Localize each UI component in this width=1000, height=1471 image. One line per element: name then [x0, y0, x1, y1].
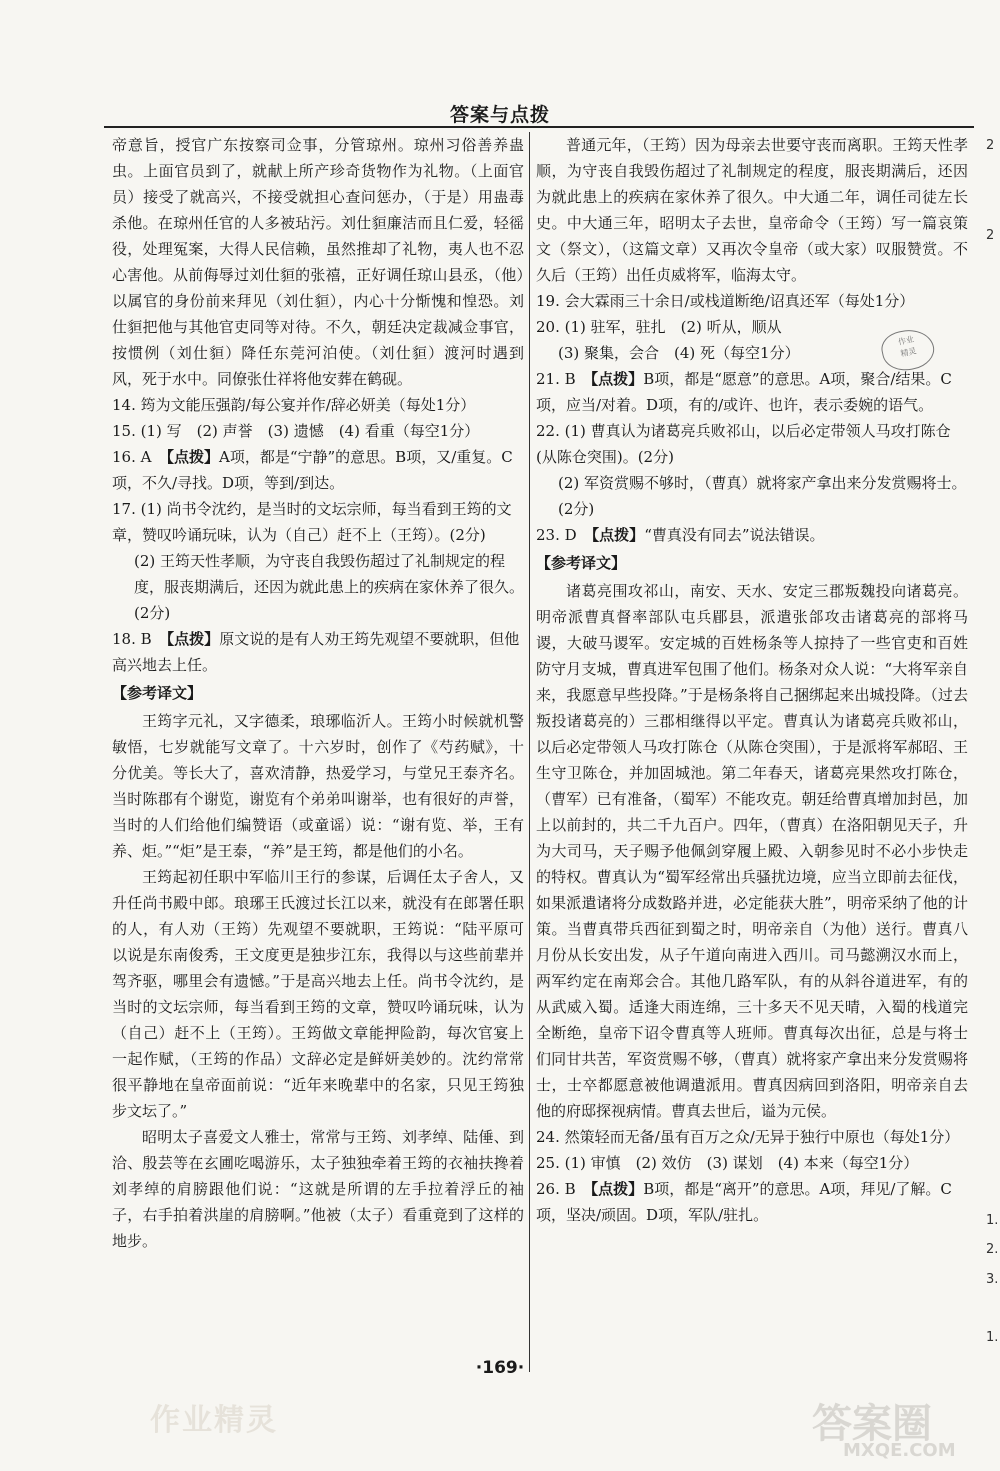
edge-mark: 2 [986, 138, 995, 153]
answer-26: 26. B 【点拨】B项，都是“离开”的意思。A项，拜见/了解。C项，坚决/顽固。D项，军队/驻扎。 [536, 1180, 952, 1224]
tip-tag: 【点拨】 [166, 448, 219, 466]
edge-mark: 2 [986, 228, 995, 243]
tip-tag: 【点拨】 [590, 1180, 644, 1198]
edge-mark: 2. [986, 1242, 999, 1257]
answer-19: 19. 会大霖雨三十余日/或栈道断绝/诏真还军（每处1分） [536, 292, 915, 310]
answer-17: 17. (1) 尚书令沈约，是当时的文坛宗师，每当看到王筠的文章，赞叹吟诵玩味，认为（自己）赶不上（王筠）。(2分) [112, 500, 512, 544]
stamp-mark: 作业 精灵 [878, 325, 937, 375]
column-divider [529, 132, 530, 1372]
answer-22: 22. (1) 曹真认为诸葛亮兵败祁山，以后必定带领人马攻打陈仓(从陈仓突围)。(2分) [536, 422, 951, 466]
page-number: ·169· [475, 1358, 525, 1378]
answer-16: 16. A 【点拨】A项，都是“宁静”的意思。B项，又/重复。C项，不久/寻找。D项，等到/到达。 [112, 448, 513, 492]
translation-paragraph: 诸葛亮围攻祁山，南安、天水、安定三郡叛魏投向诸葛亮。明帝派曹真督率部队屯兵郿县，派遣张郃攻击诸葛亮的部将马谡，大破马谡军。安定城的百姓杨条等人掠持了一些官吏和百姓防守月支城，曹真进军包围了他们。杨条对众人说：“大将军亲自来，我愿意早些投降。”于是杨条将自己捆绑起来出城投降。（过去叛投诸葛亮的）三郡相继得以平定。曹真认为诸葛亮兵败祁山，以后必定带领人马攻打陈仓（从陈仓突围），于是派将军郝昭、王生守卫陈仓，并加固城池。第二年春天，诸葛亮果然攻打陈仓，（曹军）已有准备，（蜀军）不能攻克。朝廷给曹真增加封邑，加上以前封的，共二千九百户。四年，（曹真）在洛阳朝见天子，升为大司马，天子赐予他佩剑穿履上殿、入朝参见时不必小步快走的特权。曹真认为“蜀军经常出兵骚扰边境，应当立即前去征伐，如果派遣诸将分成数路并进，必定能获大胜”，明帝采纳了他的计策。当曹真带兵西征到蜀之时，明帝亲自（为他）送行。曹真八月份从长安出发，从子午道向南进入西川。司马懿溯汉水而上，两军约定在南郑会合。其他几路军队，有的从斜谷道进军，有的从武威入蜀。适逢大雨连绵，三十多天不见天晴，入蜀的栈道完全断绝，皇帝下诏令曹真等人班师。曹真每次出征，总是与将士们同甘共苦，军资赏赐不够，（曹真）就将家产拿出来分发赏赐将士，士卒都愿意被他调遣派用。曹真因病回到洛阳，明帝亲自去他的府邸探视病情。曹真去世后，谥为元侯。 [536, 582, 968, 1120]
left-column [112, 132, 524, 1254]
watermark-left: 作业精灵 [150, 1403, 278, 1438]
tip-tag: 【点拨】 [591, 526, 645, 544]
translation-continued: 帝意旨，授官广东按察司佥事，分管琼州。琼州习俗善养蛊虫。上面官员到了，就献上所产珍奇货物作为礼物。（上面官员）接受了就高兴，不接受就担心查问惩办，（于是）用蛊毒杀他。在琼州任官的人多被玷污。刘仕貆廉洁而且仁爱，轻徭役，处理冤案，大得人民信赖，虽然推却了礼物，夷人也不忍心害他。从前侮辱过刘仕貆的张禧，正好调任琼山县丞，（他）以属官的身份前来拜见（刘仕貆），内心十分惭愧和惶恐。刘仕貆把他与其他官吏同等对待。不久，朝廷决定裁减佥事官，按惯例（刘仕貆）降任东莞河泊使。（刘仕貆）渡河时遇到风，死于水中。同僚张仕祥将他安葬在鹤砚。 [112, 136, 524, 388]
watermark-url: MXQE.COM [843, 1440, 956, 1461]
translation-paragraph: 昭明太子喜爱文人雅士，常常与王筠、刘孝绰、陆倕、到洽、殷芸等在玄圃吃喝游乐，太子独独牵着王筠的衣袖扶搀着刘孝绰的肩膀跟他们说：“这就是所谓的左手拉着浮丘的袖子，右手拍着洪崖的肩膀啊。”他被（太子）看重竟到了这样的地步。 [112, 1128, 524, 1250]
watermark-logo: 答案圈 [812, 1400, 932, 1447]
answer-17-part2: (2) 王筠天性孝顺，为守丧自我毁伤超过了礼制规定的程度，服丧期满后，还因为就此患上的疾病在家休养了很久。(2分) [134, 552, 525, 622]
answer-23: 23. D 【点拨】“曹真没有同去”说法错误。 [536, 526, 825, 544]
translation-top: 普通元年，（王筠）因为母亲去世要守丧而离职。王筠天性孝顺，为守丧自我毁伤超过了礼制规定的程度，服丧期满后，还因为就此患上的疾病在家休养了很久。中大通二年，调任司徒左长史。中大通三年，昭明太子去世，皇帝命令（王筠）写一篇哀策文（祭文），（这篇文章）又再次令皇帝（或大家）叹服赞赏。不久后（王筠）出任贞威将军，临海太守。 [536, 136, 968, 284]
answer-24: 24. 然策轻而无备/虽有百万之众/无异于独行中原也（每处1分） [536, 1128, 960, 1146]
reference-translation-heading: 【参考译文】 [536, 554, 627, 572]
page-header-title: 答案与点拨 [449, 104, 550, 126]
edge-mark: 1. [986, 1213, 999, 1228]
answer-14: 14. 筠为文能压强韵/每公宴并作/辞必妍美（每处1分） [112, 396, 476, 414]
answer-20: 20. (1) 驻军，驻扎 (2) 听从，顺从 [536, 318, 782, 336]
answer-15: 15. (1) 写 (2) 声誉 (3) 遗憾 (4) 看重（每空1分） [112, 422, 480, 440]
translation-paragraph: 王筠字元礼，又字德柔，琅琊临沂人。王筠小时候就机警敏悟，七岁就能写文章了。十六岁时，创作了《芍药赋》，十分优美。等长大了，喜欢清静，热爱学习，与堂兄王泰齐名。当时陈郡有个谢览，谢览有个弟弟叫谢举，也有很好的声誉，当时的人们给他们编赞语（或童谣）说：“谢有览、举，王有养、炬。”“炬”是王泰，“养”是王筠，都是他们的小名。 [112, 712, 524, 860]
answer-20-part2: (3) 聚集，会合 (4) 死（每空1分） [558, 344, 800, 362]
answer-18: 18. B 【点拨】原文说的是有人劝王筠先观望不要就职，但他高兴地去上任。 [112, 630, 520, 674]
edge-mark: 1. [986, 1330, 999, 1345]
answer-22-part2: (2) 军资赏赐不够时，（曹真）就将家产拿出来分发赏赐将士。(2分) [558, 474, 967, 518]
right-column [536, 132, 968, 1228]
edge-mark: 3. [986, 1272, 999, 1287]
translation-paragraph: 王筠起初任职中军临川王行的参谋，后调任太子舍人，又升任尚书殿中郎。琅琊王氏渡过长江以来，就没有在郎署任职的人，有人劝（王筠）先观望不要就职，王筠说：“陆平原可以说是东南俊秀，王文度更是独步江东，我得以与这些前辈并驾齐驱，哪里会有遗憾。”于是高兴地去上任。尚书令沈约，是当时的文坛宗师，每当看到王筠的文章，赞叹吟诵玩味，认为（自己）赶不上（王筠）。王筠做文章能押险韵，每次官宴上一起作赋，（王筠的作品）文辞必定是鲜妍美妙的。沈约常常很平静地在皇帝面前说：“近年来晚辈中的名家，只见王筠独步文坛了。” [112, 868, 524, 1120]
tip-tag: 【点拨】 [590, 370, 644, 388]
answer-25: 25. (1) 审慎 (2) 效仿 (3) 谋划 (4) 本来（每空1分） [536, 1154, 919, 1172]
tip-tag: 【点拨】 [166, 630, 220, 648]
header-rule [104, 126, 974, 128]
reference-translation-heading: 【参考译文】 [112, 684, 203, 702]
answer-21: 21. B 【点拨】B项，都是“愿意”的意思。A项，聚合/结果。C项，应当/对着。D项，有的/或许、也许，表示委婉的语气。 [536, 370, 952, 414]
